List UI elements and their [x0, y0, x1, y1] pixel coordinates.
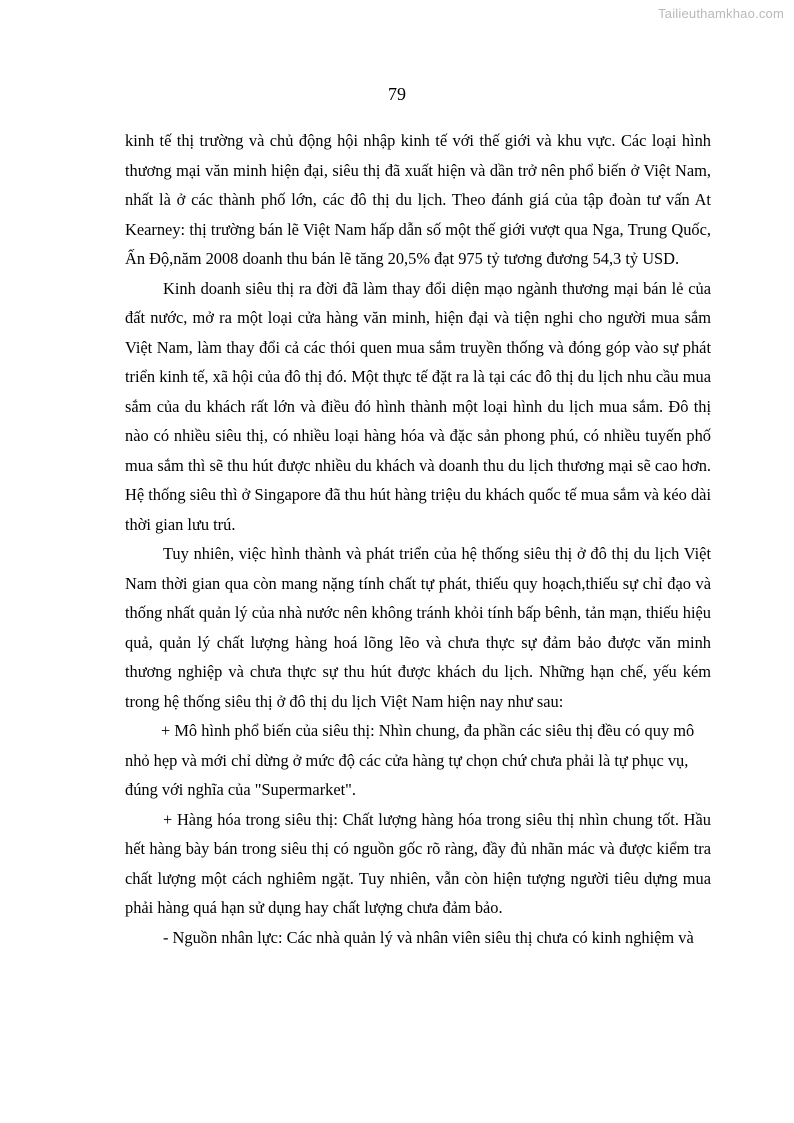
paragraph-continuation: kinh tế thị trường và chủ động hội nhập kinh tế với thế giới và khu vực. Các loại hình thương mại văn minh hiện đại, siêu thị đã xuất hiện và dần trở nên phổ biến ở Việt Nam, nhất là ở các thành phố lớn, các đô thị du lịch. Theo đánh giá của tập đoàn tư vấn At Kearney: thị trường bán lẽ Việt Nam hấp dẫn số một thế giới vượt qua Nga, Trung Quốc, Ấn Độ,năm 2008 doanh thu bán lẽ tăng 20,5% đạt 975 tỷ tương đương 54,3 tỷ USD.: [125, 131, 711, 268]
watermark-text: Tailieuthamkhao.com: [658, 6, 784, 21]
list-item-goods: + Hàng hóa trong siêu thị: Chất lượng hàng hóa trong siêu thị nhìn chung tốt. Hầu hết hàng bày bán trong siêu thị có nguồn gốc rõ ràng, đầy đủ nhãn mác và được kiểm tra chất lượng một cách nghiêm ngặt. Tuy nhiên, vẫn còn hiện tượng người tiêu dựng mua phải hàng quá hạn sử dụng hay chất lượng chưa đảm bảo.: [125, 809, 711, 917]
list-item-human-resources: - Nguồn nhân lực: Các nhà quản lý và nhân viên siêu thị chưa có kinh nghiệm và: [163, 927, 694, 947]
list-item-model: + Mô hình phổ biến của siêu thị: Nhìn chung, đa phần các siêu thị đều có quy mô nhỏ hẹp và mới chỉ dừng ở mức độ các cửa hàng tự chọn chứ chưa phải là tự phục vụ, đúng với nghĩa của "Supermarket".: [125, 721, 695, 799]
document-body: [125, 126, 711, 952]
page-number: 79: [388, 84, 406, 104]
paragraph-limitations: Tuy nhiên, việc hình thành và phát triển của hệ thống siêu thị ở đô thị du lịch Việt Nam thời gian qua còn mang nặng tính chất tự phát, thiếu quy hoạch,thiếu sự chỉ đạo và thống nhất quản lý của nhà nước nên không tránh khỏi tính bấp bênh, tản mạn, thiếu hiệu quả, quản lý chất lượng hàng hoá lõng lẽo và chưa thực sự đảm bảo được văn minh thương nghiệp và chưa thực sự thu hút được khách du lịch. Những hạn chế, yếu kém trong hệ thống siêu thị ở đô thị du lịch Việt Nam hiện nay như sau:: [125, 544, 711, 711]
paragraph-supermarket-business: Kinh doanh siêu thị ra đời đã làm thay đổi diện mạo ngành thương mại bán lẻ của đất nước, mở ra một loại cửa hàng văn minh, hiện đại và tiện nghi cho người mua sắm Việt Nam, làm thay đổi cả các thói quen mua sắm truyền thống và đóng góp vào sự phát triển kinh tế, xã hội của đô thị đó. Một thực tế đặt ra là tại các đô thị du lịch nhu cầu mua sắm của du khách rất lớn và điều đó hình thành một loại hình du lịch mua sắm. Đô thị nào có nhiều siêu thị, có nhiều loại hàng hóa và đặc sản phong phú, có nhiều tuyến phố mua sắm thì sẽ thu hút được nhiều du khách và doanh thu du lịch thương mại sẽ cao hơn. Hệ thống siêu thì ở Singapore đã thu hút hàng triệu du khách quốc tế mua sắm và kéo dài thời gian lưu trú.: [125, 278, 711, 534]
